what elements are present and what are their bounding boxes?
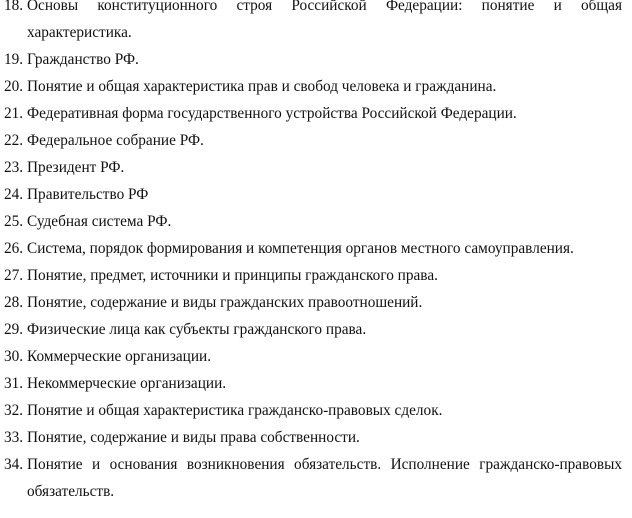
list-item — [0, 343, 632, 370]
item-text: Судебная система РФ. — [27, 213, 172, 230]
list-item — [0, 370, 632, 397]
item-number: 19. — [4, 51, 24, 68]
item-number: 31. — [4, 375, 24, 392]
list-item — [0, 181, 632, 208]
item-text: Федеративная форма государственного устройства Российской Федерации. — [27, 105, 517, 122]
item-number: 24. — [4, 186, 24, 203]
list-item — [0, 397, 632, 424]
item-text-line: обязательств. — [27, 483, 115, 500]
item-text: Понятие и общая характеристика прав и свобод человека и гражданина. — [27, 78, 497, 95]
item-text: Физические лица как субъекты гражданского права. — [27, 321, 367, 338]
item-number: 29. — [4, 321, 24, 338]
list-item — [0, 451, 632, 505]
list-item — [0, 154, 632, 181]
item-number: 22. — [4, 132, 24, 149]
item-number: 28. — [4, 294, 24, 311]
item-text: Президент РФ. — [27, 159, 125, 176]
item-number: 32. — [4, 402, 24, 419]
item-text-line: Основы конституционного строя Российской Федерации: понятие и общая — [27, 0, 622, 14]
item-text: Понятие, предмет, источники и принципы гражданского права. — [27, 267, 438, 284]
item-number: 23. — [4, 159, 24, 176]
item-text: Понятие, содержание и виды гражданских правоотношений. — [27, 294, 423, 311]
item-text-line: Понятие и основания возникновения обязательств. Исполнение гражданско-правовых — [27, 456, 622, 473]
item-number: 27. — [4, 267, 24, 284]
item-text: Правительство РФ — [27, 186, 149, 203]
item-text: Понятие и общая характеристика гражданско-правовых сделок. — [27, 402, 443, 419]
item-number: 20. — [4, 78, 24, 95]
item-text-line: характеристика. — [27, 24, 132, 41]
item-number: 26. — [4, 240, 24, 257]
item-number: 33. — [4, 429, 24, 446]
list-item — [0, 73, 632, 100]
item-text: Федеральное собрание РФ. — [27, 132, 204, 149]
list-item — [0, 262, 632, 289]
item-number: 18. — [4, 0, 24, 14]
list-item — [0, 46, 632, 73]
item-text: Гражданство РФ. — [27, 51, 139, 68]
item-text: Система, порядок формирования и компетенция органов местного самоуправления. — [27, 240, 574, 257]
list-item — [0, 289, 632, 316]
item-number: 34. — [4, 456, 24, 473]
list-item — [0, 235, 632, 262]
item-number: 30. — [4, 348, 24, 365]
list-item — [0, 127, 632, 154]
item-text: Некоммерческие организации. — [27, 375, 227, 392]
list-item — [0, 208, 632, 235]
item-text: Коммерческие организации. — [27, 348, 212, 365]
item-number: 25. — [4, 213, 24, 230]
item-text — [27, 0, 622, 46]
item-text: Понятие, содержание и виды права собственности. — [27, 429, 360, 446]
item-number: 21. — [4, 105, 24, 122]
list-item — [0, 100, 632, 127]
list-item — [0, 424, 632, 451]
list-item — [0, 0, 632, 46]
item-text — [27, 451, 622, 505]
list-item — [0, 316, 632, 343]
